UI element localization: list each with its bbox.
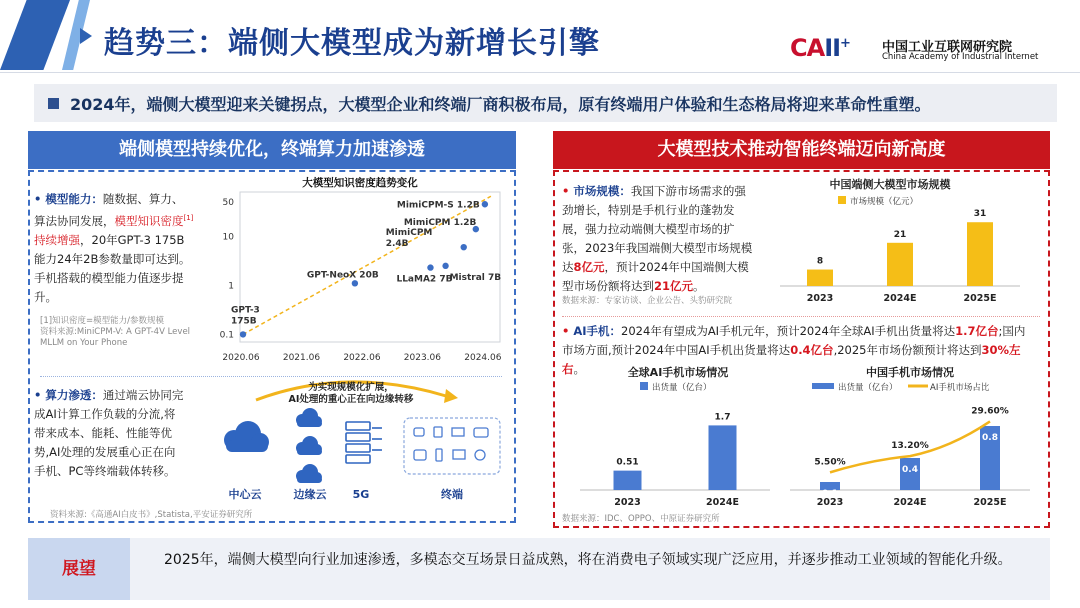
ai-phone-label: AI手机： [573,324,622,338]
market-size-chart [770,174,1040,310]
category-label: 2024E [883,293,917,304]
right-source-note: 数据来源：IDC、OPPO、中原证券研究所 [562,514,720,524]
compute-text: 通过端云协同完成AI计算工作负载的分流,将带来成本、能耗、性能等优势,AI处理的发展重心正在向手机、PC等终端载体转移。 [34,388,184,478]
category-label: 2024E [893,497,927,508]
edge-shift-diagram [196,370,506,510]
market-value-2023: 8亿元 [573,260,605,274]
data-point [461,244,467,250]
line-value-label: 13.20% [891,441,929,452]
model-ability-text-1: 随数据、算力、算法协同发展， [34,192,184,228]
label-central-cloud: 中心云 [228,488,262,501]
y-tick-label: 50 [222,198,234,209]
market-source-note: 数据来源：专家访谈、企业公告、头豹研究院 [562,296,733,306]
bullet-dot: • [34,192,46,206]
trend-line [243,196,491,334]
market-text-1: 我国下游市场需求的强劲增长，特别是手机行业的蓬勃发展，强力拉动端侧大模型市场的扩张，2023年我国端侧大模型市场规模达 [562,184,753,274]
label-edge-cloud: 边缘云 [293,488,327,501]
point-label: 175B [231,316,257,327]
header-arrow-icon [80,28,92,44]
arrow-head-icon [444,389,458,403]
category-label: 2025E [973,497,1007,508]
market-size-label: 市场规模： [573,184,631,198]
x-tick-label: 2024.06 [464,353,502,363]
data-point [482,201,488,207]
category-label: 2023 [806,293,834,304]
outlook-banner [28,538,1050,600]
chart-title: 大模型知识密度趋势变化 [302,177,418,189]
legend-swatch-bar [812,383,834,389]
model-ability-label: 模型能力： [45,192,103,206]
legend-label-bar: 出货量（亿台） [838,383,898,393]
edge-cloud-icon [296,408,322,483]
bar [614,471,642,490]
y-tick-label: 1 [228,281,234,292]
chart-title: 全球AI手机市场情况 [627,366,729,379]
model-ability-highlight: 模型知识密度 [114,213,184,228]
terminal-devices-icons [414,427,488,461]
chart-title: 中国手机市场情况 [866,366,954,379]
knowledge-density-chart [190,172,510,368]
point-label: GPT-3 [231,305,260,316]
bar [967,222,993,286]
compute-label: 算力渗透： [45,388,103,402]
y-tick-label: 0.1 [219,330,234,341]
label-terminal: 终端 [441,488,463,501]
outlook-text: 2025年，端侧大模型向行业加速渗透，多模态交互场景日益成熟，将在消费电子领域实现广泛应用，并逐步推动工业领域的智能化升级。 [164,552,1012,568]
terminal-devices-box [404,418,500,474]
global-ai-phone-chart [570,364,780,514]
line-value-label: 29.60% [971,406,1009,417]
diagram-caption-2: AI处理的重心正在向边缘转移 [288,394,414,405]
bar [709,425,737,490]
left-panel-title: 端侧模型持续优化，终端算力加速渗透 [28,131,516,169]
bar-value-label: 0.4 [902,465,918,475]
data-point [442,263,448,269]
diagram-caption-1: 为实现规模化扩展， [308,382,394,393]
market-value-2024: 21亿元 [654,279,694,293]
x-tick-label: 2022.06 [343,353,381,363]
ai-phone-text-1: 2024年有望成为AI手机元年，预计2024年全球AI手机出货量将达 [621,324,956,338]
org-name-en: China Academy of Industrial Internet [882,52,1039,62]
x-tick-label: 2021.06 [282,353,321,363]
label-5g: 5G [352,488,370,501]
server-rack-icon [346,422,382,463]
x-tick-label: 2023.06 [403,353,442,363]
footnote-knowledge-density: [1]知识密度=模型能力/参数规模 [40,316,165,326]
chart-title: 中国端侧大模型市场规模 [829,178,951,191]
footnote-ref: [1] [183,214,194,222]
point-label: Mistral 7B [449,272,502,283]
x-tick-label: 2020.06 [222,353,260,363]
bullet-dot: • [562,324,574,338]
ai-phone-text-4: 。 [573,362,585,376]
point-label: GPT-NeoX 20B [306,270,379,281]
market-size-paragraph [562,182,756,296]
compute-paragraph [34,386,186,481]
category-label: 2023 [614,497,641,508]
key-point-text: 2024年，端侧大模型迎来关键拐点，大模型企业和终端厂商积极布局，原有终端用户体验和生态格局将迎来革命性重塑。 [70,95,931,114]
line-value-label: 5.50% [814,457,846,468]
ai-phone-china-value: 0.4亿台 [790,343,834,357]
point-label: LLaMA2 7B [396,274,453,285]
bar [887,243,913,286]
org-name-cn: 中国工业互联网研究院 [882,40,1013,55]
bar-value-label: 0.8 [982,433,998,443]
legend-label: 市场规模（亿元） [850,197,919,207]
bar-value-label: 1.7 [714,412,731,423]
right-panel-title: 大模型技术推动智能终端迈向新高度 [553,131,1050,169]
ai-phone-text-2: ;国内市场方面,预计2024年中国AI手机出货量将达 [562,324,1026,357]
bar-value-label: 0.51 [616,457,639,468]
y-tick-label: 10 [222,232,234,243]
model-ability-highlight-2: 持续增强 [34,232,80,247]
point-label: 2.4B [385,239,409,250]
bar-value-label: 31 [973,209,987,220]
key-point-banner [34,84,1057,122]
legend-label-line: AI手机市场占比 [930,383,990,393]
data-point [427,264,433,270]
category-label: 2024E [706,497,739,508]
legend-swatch [838,196,846,204]
legend-label: 出货量（亿台） [652,383,712,393]
footnote-source: 资料来源:MiniCPM-V: A GPT-4V Level MLLM on Your Phone [40,327,191,348]
outlook-tag: 展望 [28,538,130,600]
plot-frame [240,192,500,342]
left-source-note: 资料来源:《高通AI白皮书》,Statista,平安证券研究所 [50,510,253,520]
bar-value-label: 8 [816,256,824,267]
header-decor-stripe [0,0,70,70]
bullet-dot: • [562,184,574,198]
china-phone-chart [790,364,1040,514]
category-label: 2023 [816,497,844,508]
model-ability-text-2: ，20年GPT-3 175B能力24年2B参数量即可达到。手机搭载的模型能力值逐步提升。 [34,232,191,304]
bar [807,270,833,286]
central-cloud-icon [224,421,269,452]
ai-phone-share-value: 30%左右 [562,343,1021,376]
point-label: MimiCPM-S 1.2B [396,200,480,211]
ai-phone-text-3: ,2025年市场份额预计将达到 [833,343,982,357]
data-point [240,331,246,337]
legend-swatch [640,382,648,390]
page-title: 趋势三：端侧大模型成为新增长引擎 [104,26,600,61]
ai-phone-global-value: 1.7亿台 [955,324,999,338]
header-divider [0,72,1080,73]
caii-logo: CAII+ [790,34,850,62]
model-ability-paragraph [34,190,194,307]
point-label: MimiCPM [385,228,433,239]
market-text-2: ，预计2024年中国端侧大模型市场份额将达到 [562,260,749,293]
bar-value-label: 21 [893,229,907,240]
square-bullet-icon [48,98,59,109]
section-divider [562,316,1040,317]
bullet-dot: • [34,388,46,402]
data-point [352,280,358,286]
bar-value-label: 0.1 [822,489,838,499]
market-text-3: 。 [693,279,705,293]
point-label: MimiCPM 1.2B [403,218,477,229]
category-label: 2025E [963,293,997,304]
